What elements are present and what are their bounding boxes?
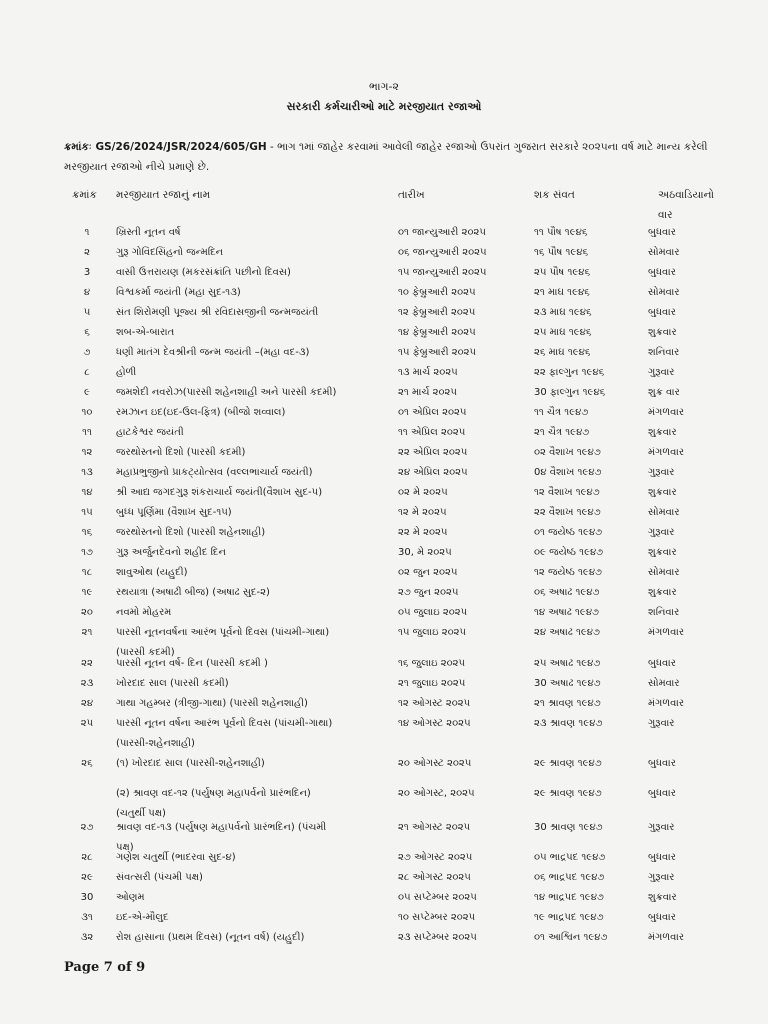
holiday-name-cell: ઓણમ — [116, 892, 145, 903]
shaka-date-cell: ૧૪ અષાઢ ૧૯૪૭ — [534, 607, 599, 618]
weekday-cell: મંગળવાર — [648, 698, 685, 709]
serial-cell: ૬ — [84, 327, 90, 338]
serial-cell: ૯ — [84, 387, 90, 398]
weekday-cell: ગુરૂવાર — [648, 718, 675, 729]
col-weekday-header: અઠવાડિયાનો — [658, 189, 715, 201]
shaka-date-cell: ૨૪ અષાઢ ૧૯૪૭ — [534, 627, 600, 638]
shaka-date-cell: ૦૨ વૈશાખ ૧૯૪૭ — [534, 447, 601, 458]
date-cell: ૧૨ ઓગસ્ટ ૨૦૨૫ — [398, 698, 471, 709]
date-cell: ૨૭ ઓગસ્ટ ૨૦૨૫ — [398, 852, 473, 863]
holiday-name-cell: ખ્રિસ્તી નૂતન વર્ષ — [116, 227, 181, 238]
weekday-cell: શુક્રવાર — [648, 587, 677, 598]
holiday-name-cell: શ્રી આદ્ય જગદગુરૂ શંકરાચાર્ય જયંતી(વૈશાખ સુદ-૫) — [116, 487, 323, 498]
date-cell: ૦૬ જાન્યુઆરી ૨૦૨૫ — [398, 247, 487, 258]
shaka-date-cell: ૨૧ માઘ ૧૯૪૬ — [534, 287, 590, 298]
weekday-cell: શુક્રવાર — [648, 327, 677, 338]
weekday-cell: શુક્રવાર — [648, 547, 677, 558]
holiday-name-cell: બુધ્ધ પૂર્ણિમા (વૈશાખ સુદ-૧૫) — [116, 507, 232, 518]
date-cell: ૨૪ એપ્રિલ ૨૦૨૫ — [398, 467, 468, 478]
shaka-date-cell: ૦૧ જયેષ્ઠ ૧૯૪૭ — [534, 527, 603, 538]
holiday-name-cell: સંત શિરોમણી પૂજ્ય શ્રી રવિદાસજીની જન્મજયંતી — [116, 307, 319, 318]
shaka-date-cell: ૦૯ જયેષ્ઠ ૧૯૪૭ — [534, 547, 604, 558]
serial-cell: ૧૭ — [81, 547, 93, 558]
shaka-date-cell: ૦૫ ભાદ્રપદ ૧૯૪૭ — [534, 852, 606, 863]
weekday-cell: બુધવાર — [648, 852, 676, 863]
holiday-name-cell: ધણી માતંગ દેવશ્રીની જન્મ જયંતી –(મહા વદ-૩) — [116, 347, 310, 358]
holiday-name-cell: શાવુઓથ (યહુદી) — [116, 567, 188, 578]
intro-paragraph — [64, 137, 734, 177]
holiday-name-cell: ખોરદાદ સાલ (પારસી કદમી) — [116, 678, 229, 689]
serial-cell: ૨૧ — [81, 627, 93, 638]
holiday-name-continued: (ચતુર્થી પક્ષ) — [116, 808, 166, 819]
holiday-name-cell: જમશેદી નવરોઝ(પારસી શહેનશાહી અને પારસી કદમી) — [116, 387, 337, 398]
serial-cell: ૧૬ — [81, 527, 93, 538]
shaka-date-cell: 30 ફાલ્ગુન ૧૯૪૬ — [534, 387, 606, 398]
weekday-cell: બુધવાર — [648, 307, 676, 318]
date-cell: ૨૨ એપ્રિલ ૨૦૨૫ — [398, 447, 468, 458]
weekday-cell: શનિવાર — [648, 607, 680, 618]
serial-cell: ૧૫ — [81, 507, 93, 518]
shaka-date-cell: ૨૨ વૈશાખ ૧૯૪૭ — [534, 507, 601, 518]
date-cell: ૧૫ જાન્યુઆરી ૨૦૨૫ — [398, 267, 487, 278]
serial-cell: ૪ — [83, 287, 91, 298]
holiday-name-cell: પારસી નૂતનવર્ષના આરંભ પૂર્વનો દિવસ (પાંચમી-ગાથા) — [116, 627, 330, 638]
shaka-date-cell: ૨૩ શ્રાવણ ૧૯૪૭ — [534, 718, 603, 729]
holiday-name-cell: (૨) શ્રાવણ વદ-૧૨ (પર્યુષણ મહાપર્વનો પ્રારંભદિન) — [116, 788, 311, 799]
weekday-cell: ગુરૂવાર — [648, 367, 675, 378]
date-cell: ૧૦ સપ્ટેમ્બર ૨૦૨૫ — [398, 912, 476, 923]
weekday-cell: બુધવાર — [648, 788, 676, 799]
date-cell: ૨૮ ઓગસ્ટ ૨૦૨૫ — [398, 872, 471, 883]
holiday-name-cell: જરથોસ્તનો દિશો (પારસી શહેનશાહી) — [116, 527, 266, 538]
weekday-cell: સોમવાર — [648, 678, 680, 689]
date-cell: ૧૨ મે ૨૦૨૫ — [398, 507, 447, 518]
weekday-cell: શુક્રવાર — [648, 487, 677, 498]
shaka-date-cell: 30 અષાઢ ૧૯૪૭ — [534, 678, 601, 689]
weekday-cell: શુક્રવાર — [648, 892, 677, 903]
holiday-name-cell: ગણેશ ચતુર્થી (ભાદરવા સુદ-૪) — [116, 852, 236, 863]
holiday-name-continued: પક્ષ) — [116, 842, 134, 853]
date-cell: ૦૧ એપ્રિલ ૨૦૨૫ — [398, 407, 467, 418]
intro-text: - ભાગ ૧માં જાહેર કરવામાં આવેલી જાહેર રજાઓ ઉપરાંત ગુજરાત સરકારે ૨૦૨૫ના વર્ષ માટે માન્ય કરેલી મરજીયાત રજાઓ નીચે પ્રમાણે છે. — [64, 141, 708, 173]
holiday-name-cell: સંવત્સરી (પંચમી પક્ષ) — [116, 872, 203, 883]
shaka-date-cell: ૧૧ પૌષ ૧૯૪૬ — [534, 227, 588, 238]
col-name-header: મરજીયાત રજાનું નામ — [116, 189, 211, 201]
date-cell: ૦૧ જાન્યુઆરી ૨૦૨૫ — [398, 227, 486, 238]
serial-cell: 30 — [80, 892, 94, 903]
serial-cell: ૧૦ — [81, 407, 93, 418]
serial-cell: ૩૧ — [81, 912, 93, 923]
holiday-name-cell: રથયાત્રા (અષાઢી બીજ) (અષાઢ સુદ-૨) — [116, 587, 270, 598]
weekday-cell: મંગળવાર — [648, 932, 685, 943]
col-shaka-header: શક સંવત — [534, 189, 575, 201]
serial-cell: ૨૫ — [80, 718, 94, 729]
holiday-name-cell: જરથોસ્તનો દિશો (પારસી કદમી) — [116, 447, 246, 458]
weekday-cell: સોમવાર — [648, 247, 680, 258]
weekday-cell: મંગળવાર — [648, 447, 685, 458]
weekday-cell: મંગળવાર — [648, 627, 685, 638]
holiday-name-cell: પારસી નૂતન વર્ષના આરંભ પૂર્વનો દિવસ (પાંચમી-ગાથા) — [116, 718, 333, 729]
date-cell: ૨૨ મે ૨૦૨૫ — [398, 527, 448, 538]
date-cell: ૧૨ ફેબ્રુઆરી ૨૦૨૫ — [398, 307, 476, 318]
date-cell: ૦૨ મે ૨૦૨૫ — [398, 487, 448, 498]
date-cell: ૧૦ ફેબ્રુઆરી ૨૦૨૫ — [398, 287, 476, 298]
weekday-cell: બુધવાર — [648, 912, 676, 923]
holiday-name-cell: મહાપ્રભુજીનો પ્રાકટ્યોત્સવ (વલ્લભાચાર્ય જયંતી) — [116, 467, 313, 478]
serial-cell: ૮ — [84, 367, 90, 378]
holiday-name-cell: હાટકેશ્વર જયંતી — [116, 427, 184, 438]
serial-cell: ૧૨ — [81, 447, 93, 458]
weekday-cell: ગુરૂવાર — [648, 822, 675, 833]
col-serial-header: ક્રમાંક — [72, 189, 97, 201]
shaka-date-cell: ૧૨ વૈશાખ ૧૯૪૭ — [534, 487, 600, 498]
date-cell: ૨૦ ઓગસ્ટ ૨૦૨૫ — [398, 758, 472, 769]
holiday-name-cell: પારસી નૂતન વર્ષ- દિન (પારસી કદમી ) — [116, 658, 268, 669]
holiday-name-cell: ઇદ-એ-મૌલુદ — [116, 912, 169, 923]
serial-cell: ૧૮ — [81, 567, 93, 578]
shaka-date-cell: ૦૧ આશ્વિન ૧૯૪૭ — [534, 932, 608, 943]
serial-cell: ૫ — [83, 307, 91, 318]
shaka-date-cell: ૨૨ ફાલ્ગુન ૧૯૪૬ — [534, 367, 605, 378]
holiday-name-cell: (૧) ખોરદાદ સાલ (પારસી-શહેનશાહી) — [116, 758, 265, 769]
weekday-cell: બુધવાર — [648, 267, 676, 278]
shaka-date-cell: ૨૧ ચૈત્ર ૧૯૪૭ — [534, 427, 590, 438]
date-cell: ૦૫ સપ્ટેમ્બર ૨૦૨૫ — [398, 892, 477, 903]
weekday-cell: સોમવાર — [648, 287, 680, 298]
date-cell: ૦૫ જુલાઇ ૨૦૨૫ — [398, 607, 468, 618]
col-date-header: તારીખ — [398, 189, 425, 201]
shaka-date-cell: ૧૬ પૌષ ૧૯૪૬ — [534, 247, 589, 258]
date-cell: ૧૪ ફેબ્રુઆરી ૨૦૨૫ — [398, 327, 476, 338]
holiday-name-continued: (પારસી કદમી) — [116, 647, 175, 658]
part-heading: ભાગ-૨ — [369, 80, 399, 93]
shaka-date-cell: ૨૬ માઘ ૧૯૪૬ — [534, 347, 591, 358]
shaka-date-cell: ૨૫ અષાઢ ૧૯૪૭ — [534, 658, 601, 669]
holiday-name-cell: શ્રાવણ વદ-૧૩ (પર્યુષણ મહાપર્વનો પ્રારંભદિન) (પંચમી — [116, 822, 327, 833]
holiday-name-cell: રોશ હાસાના (પ્રથમ દિવસ) (નૂતન વર્ષ) (યહુદી) — [116, 932, 305, 943]
shaka-date-cell: ૧૨ જયેષ્ઠ ૧૯૪૭ — [534, 567, 602, 578]
serial-cell: ૨૭ — [80, 822, 94, 833]
weekday-cell: ગુરૂવાર — [648, 527, 675, 538]
shaka-date-cell: ૧૯ ભાદ્રપદ ૧૯૪૭ — [534, 912, 604, 923]
date-cell: ૦૨ જુન ૨૦૨૫ — [398, 567, 458, 578]
serial-cell: ૧ — [84, 227, 90, 238]
holiday-name-continued: (પારસી-શહેનશાહી) — [116, 738, 195, 749]
weekday-cell: બુધવાર — [648, 658, 676, 669]
shaka-date-cell: ૨૫ માઘ ૧૯૪૬ — [534, 327, 592, 338]
date-cell: ૨૧ માર્ચ ૨૦૨૫ — [398, 387, 457, 398]
weekday-cell: ગુરૂવાર — [648, 467, 675, 478]
holiday-name-cell: હોળી — [116, 367, 137, 378]
weekday-cell: સોમવાર — [648, 567, 680, 578]
weekday-cell: શનિવાર — [648, 347, 680, 358]
shaka-date-cell: 30 શ્રાવણ ૧૯૪૭ — [534, 822, 603, 833]
date-cell: ૧૫ ફેબ્રુઆરી ૨૦૨૫ — [398, 347, 477, 358]
serial-cell: ૨૦ — [81, 607, 93, 618]
serial-cell: ૧૩ — [81, 467, 93, 478]
holiday-name-cell: નવમો મોહરમ — [116, 607, 172, 618]
shaka-date-cell: ૨૧ શ્રાવણ ૧૯૪૭ — [534, 698, 601, 709]
weekday-cell: શુક્ર વાર — [648, 387, 680, 398]
serial-cell: ૨૬ — [81, 758, 93, 769]
holiday-name-cell: રમઝાન ઇદ(ઇદ-ઉલ-ફિત્ર) (બીજો શવ્વાલ) — [116, 407, 286, 418]
serial-cell: ૧૯ — [81, 587, 93, 598]
serial-cell: ૨૮ — [81, 852, 93, 863]
page-number: Page 7 of 9 — [64, 960, 146, 975]
document-title: સરકારી કર્મચારીઓ માટે મરજીયાત રજાઓ — [286, 100, 482, 113]
shaka-date-cell: ૧૧ ચૈત્ર ૧૯૪૭ — [534, 407, 589, 418]
shaka-date-cell: ૨૯ શ્રાવણ ૧૯૪૭ — [534, 758, 602, 769]
serial-cell: ૧૧ — [82, 427, 92, 438]
date-cell: ૧૪ ઓગસ્ટ ૨૦૨૫ — [398, 718, 471, 729]
serial-cell: ૨ — [84, 247, 90, 258]
date-cell: ૨૧ ઓગસ્ટ ૨૦૨૫ — [398, 822, 471, 833]
shaka-date-cell: ૧૪ ભાદ્રપદ ૧૯૪૭ — [534, 892, 604, 903]
date-cell: ૨૩ સપ્ટેમ્બર ૨૦૨૫ — [398, 932, 477, 943]
date-cell: ૨૧ જુલાઇ ૨૦૨૫ — [398, 678, 466, 689]
shaka-date-cell: ૨૩ માઘ ૧૯૪૬ — [534, 307, 592, 318]
shaka-date-cell: ૨૫ પૌષ ૧૯૪૬ — [534, 267, 591, 278]
shaka-date-cell: ૦૬ ભાદ્રપદ ૧૯૪૭ — [534, 872, 605, 883]
serial-cell: ૧૪ — [81, 487, 93, 498]
holiday-name-cell: ગુરૂ ગોવિંદસિંહનો જન્મદિન — [116, 247, 224, 258]
holiday-name-cell: ગુરૂ અર્જુનદેવનો શહીદ દિન — [116, 547, 226, 558]
reference-number: ક્રમાંકઃ GS/26/2024/JSR/2024/605/GH — [64, 141, 267, 153]
serial-cell: ૨૪ — [80, 698, 94, 709]
weekday-cell: બુધવાર — [648, 758, 676, 769]
holiday-name-cell: ગાથા ગહમ્બર (ત્રીજી-ગાથા) (પારસી શહેનશાહી) — [116, 698, 308, 709]
holiday-name-cell: વિશ્વકર્મા જયંતી (મહા સુદ-૧૩) — [116, 287, 241, 298]
weekday-cell: સોમવાર — [648, 507, 680, 518]
weekday-cell: બુધવાર — [648, 227, 676, 238]
weekday-cell: ગુરૂવાર — [648, 872, 675, 883]
shaka-date-cell: ૦૬ અષાઢ ૧૯૪૭ — [534, 587, 600, 598]
holiday-name-cell: વાસી ઉત્તરાયણ (મકરસંક્રાંતિ પછીનો દિવસ) — [116, 267, 291, 278]
holiday-name-cell: શબ-એ-બારાત — [116, 327, 175, 338]
date-cell: ૧૧ એપ્રિલ ૨૦૨૫ — [398, 427, 466, 438]
serial-cell: ૨૩ — [80, 678, 94, 689]
date-cell: ૧૩ માર્ચ ૨૦૨૫ — [398, 367, 458, 378]
weekday-cell: મંગળવાર — [648, 407, 685, 418]
serial-cell: ૭ — [83, 347, 91, 358]
serial-cell: 3 — [83, 267, 91, 278]
serial-cell: ૨૨ — [81, 658, 93, 669]
date-cell: ૧૫ જુલાઇ ૨૦૨૫ — [398, 627, 467, 638]
shaka-date-cell: 0૪ વૈશાખ ૧૯૪૭ — [534, 467, 602, 478]
date-cell: ૨૭ જુન ૨૦૨૫ — [398, 587, 459, 598]
date-cell: 30, મે ૨૦૨૫ — [398, 547, 452, 558]
serial-cell: ૨૯ — [81, 872, 93, 883]
date-cell: ૧૬ જુલાઇ ૨૦૨૫ — [398, 658, 466, 669]
date-cell: ૨૦ ઓગસ્ટ, ૨૦૨૫ — [398, 788, 475, 799]
weekday-cell: શુક્રવાર — [648, 427, 677, 438]
shaka-date-cell: ૨૯ શ્રાવણ ૧૯૪૭ — [534, 788, 602, 799]
serial-cell: ૩૨ — [80, 932, 94, 943]
col-weekday-header-line2: વાર — [658, 209, 673, 221]
